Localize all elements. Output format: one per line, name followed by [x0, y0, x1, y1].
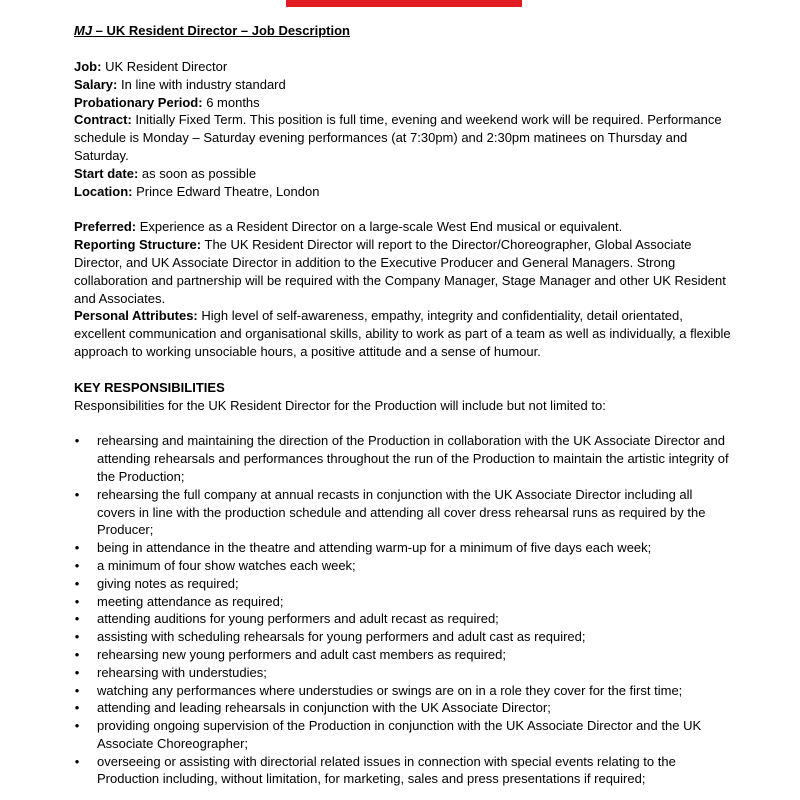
title-rest: – UK Resident Director – Job Description: [92, 23, 350, 38]
job-description-page: [74, 22, 734, 788]
list-item-text: rehearsing the full company at annual recasts in conjunction with the UK Associate Director including all covers in line with the production schedule and attending all cover dress rehearsal runs as required by the Producer;: [97, 486, 706, 538]
list-item-text: rehearsing new young performers and adult cast members as required;: [97, 646, 506, 662]
responsibilities-list: [74, 432, 734, 788]
list-item-text: providing ongoing supervision of the Production in conjunction with the UK Associate Director and the UK Associate Choreographer;: [97, 718, 702, 751]
bullet-icon: •: [74, 664, 80, 680]
list-item: [74, 682, 734, 700]
field-value: as soon as possible: [138, 165, 257, 181]
list-item-text: rehearsing with understudies;: [97, 664, 267, 680]
list-item: [74, 699, 734, 717]
list-item: [74, 539, 734, 557]
responsibilities-intro: Responsibilities for the UK Resident Director for the Production will include but not limited to:: [74, 397, 606, 413]
bullet-icon: •: [74, 540, 80, 556]
bullet-icon: •: [74, 433, 80, 449]
details-2: [74, 307, 734, 360]
field-value: The UK Resident Director will report to the Director/Choreographer, Global Associate Director, and UK Associate Director in addition to the Executive Producer and General Managers. Strong collaboration and partnership will be required with the Company Manager, Stage Manager and other UK Resident and Associates.: [74, 237, 726, 306]
bullet-icon: •: [74, 646, 80, 662]
fields-4: [74, 165, 734, 183]
fields-1: [74, 76, 734, 94]
field-value: In line with industry standard: [117, 76, 286, 92]
field-value: 6 months: [202, 94, 260, 110]
list-item: [74, 753, 734, 789]
field-value: Experience as a Resident Director on a large-scale West End musical or equivalent.: [136, 219, 623, 235]
list-item: [74, 557, 734, 575]
field-label: Personal Attributes:: [74, 308, 198, 324]
bullet-icon: •: [74, 753, 80, 769]
list-item-text: giving notes as required;: [97, 575, 239, 591]
field-label: Salary:: [74, 76, 118, 92]
list-item: [74, 593, 734, 611]
list-item-text: overseeing or assisting with directorial related issues in connection with special events relating to the Production including, without limitation, for marketing, sales and press presentations if required;: [97, 753, 676, 787]
bullet-icon: •: [74, 557, 80, 573]
field-value: UK Resident Director: [101, 59, 228, 74]
title-italic-part: MJ: [74, 23, 93, 38]
list-item: [74, 432, 734, 485]
bullet-icon: •: [74, 682, 80, 698]
bullet-icon: •: [74, 718, 80, 734]
list-item: [74, 646, 734, 664]
list-item: [74, 486, 734, 539]
list-item: [74, 628, 734, 646]
list-item: [74, 717, 734, 753]
fields-2: [74, 94, 734, 112]
job-fields: [74, 58, 734, 200]
responsibilities-heading: KEY RESPONSIBILITIES: [74, 379, 225, 395]
header-color-block: [286, 0, 522, 7]
list-item-text: rehearsing and maintaining the direction of the Production in collaboration with the UK Associate Director and attending rehearsals and performances throughout the run of the Production to maintain the artistic integrity of the Production;: [97, 433, 729, 484]
bullet-icon: •: [74, 575, 80, 591]
field-label: Start date:: [74, 165, 139, 181]
field-label: Job:: [74, 59, 102, 74]
bullet-icon: •: [74, 593, 80, 609]
list-item-text: a minimum of four show watches each week;: [97, 557, 356, 573]
list-item: [74, 664, 734, 682]
document-title: [74, 22, 734, 40]
field-label: Location:: [74, 183, 133, 199]
list-item: [74, 610, 734, 628]
bullet-icon: •: [74, 700, 80, 716]
field-label: Preferred:: [74, 219, 137, 235]
field-label: Contract:: [74, 112, 132, 128]
list-item-text: being in attendance in the theatre and attending warm-up for a minimum of five days each week;: [97, 540, 652, 556]
list-item-text: assisting with scheduling rehearsals for young performers and adult cast as required;: [97, 629, 586, 645]
bullet-icon: •: [74, 486, 80, 502]
field-label: Probationary Period:: [74, 94, 203, 110]
field-value: High level of self-awareness, empathy, integrity and confidentiality, detail orientated, excellent communication and organisational skills, ability to work as part of a team as well as individually, a flexible approach to working unsociable hours, a positive attitude and a sense of humour.: [74, 308, 731, 359]
fields-3: [74, 111, 734, 164]
list-item-text: attending auditions for young performers and adult recast as required;: [97, 611, 499, 627]
list-item: [74, 575, 734, 593]
bullet-icon: •: [74, 629, 80, 645]
list-item-text: attending and leading rehearsals in conjunction with the UK Associate Director;: [97, 700, 551, 716]
fields-5: [74, 183, 734, 201]
job-details: [74, 218, 734, 360]
details-1: [74, 236, 734, 307]
field-value: Prince Edward Theatre, London: [132, 183, 320, 199]
bullet-icon: •: [74, 611, 80, 627]
fields-0: [74, 58, 734, 76]
list-item-text: meeting attendance as required;: [97, 593, 284, 609]
field-value: Initially Fixed Term. This position is full time, evening and weekend work will be required. Performance schedule is Monday – Saturday evening performances (at 7:30pm) and 2:30pm matinees on Thursday and Saturday.: [74, 112, 722, 163]
field-label: Reporting Structure:: [74, 237, 202, 253]
list-item-text: watching any performances where understudies or swings are on in a role they cover for the first time;: [97, 682, 683, 698]
details-0: [74, 218, 734, 236]
